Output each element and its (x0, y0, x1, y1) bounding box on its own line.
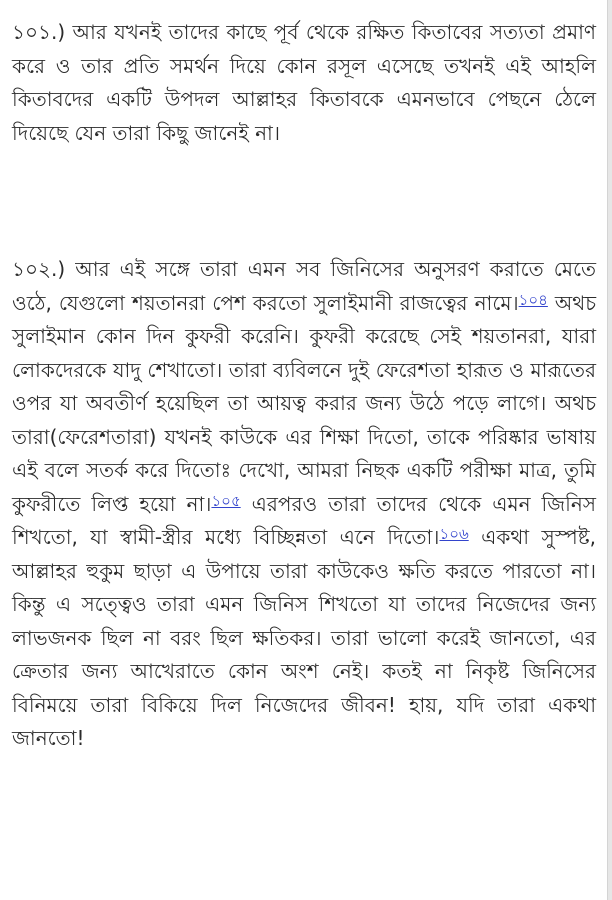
verse-102-text-part2: অথচ সুলাইমান কোন দিন কুফরী করেনি। কুফরী করেছে সেই শয়তানরা, যারা লোকদেরকে যাদু শেখাতো। তারা ব্যবিলনে দুই ফেরেশতা হারূত ও মারূতের ওপর যা অবতীর্ণ হয়েছিল তা আয়ত্ব করার জন্য উঠে পড়ে লাগে। অথচ তারা(ফেরেশতারা) যখনই কাউকে এর শিক্ষা দিতো, তাকে পরিষ্কার ভাষায় এই বলে সতর্ক করে দিতোঃ দেখো, আমরা নিছক একটি পরীক্ষা মাত্র, তুমি কুফরীতে লিপ্ত হয়ো না। (12, 290, 596, 516)
verse-paragraph-102 (12, 253, 596, 756)
verse-102-text-part4: একথা সুস্পষ্ট, আল্লাহর হুকুম ছাড়া এ উপায়ে তারা কাউকেও ক্ষতি করতে পারতো না। কিন্তু এ সত্ত্বেও তারা এমন জিনিস শিখতো যা তাদের নিজেদের জন্য লাভজনক ছিল না বরং ছিল ক্ষতিকর। তারা ভালো করেই জানতো, এর ক্রেতার জন্য আখেরাতে কোন অংশ নেই। কতই না নিকৃষ্ট জিনিসের বিনিময়ে তারা বিকিয়ে দিল নিজেদের জীবন! হায়, যদি তারা একথা জানতো! (12, 525, 596, 750)
verse-101-text: ১০১.) আর যখনই তাদের কাছে পূর্ব থেকে রক্ষিত কিতাবের সত্যতা প্রমাণ করে ও তার প্রতি সমর্থন দিয়ে কোন রসূল এসেছে তখনই এই আহলি কিতাবদের একটি উপদল আল্লাহর কিতাবকে এমনভাবে পেছনে ঠেলে দিয়েছে যেন তারা কিছু জানেই না। (12, 20, 596, 145)
verse-102-text-part3: এরপরও তারা তাদের থেকে এমন জিনিস শিখতো, যা স্বামী-স্ত্রীর মধ্যে বিচ্ছিন্নতা এনে দিতো। (12, 491, 596, 549)
footnote-link-104[interactable]: ১০৪ (518, 290, 548, 309)
footnote-link-106[interactable]: ১০৬ (439, 525, 469, 543)
footnote-link-105[interactable]: ১০৫ (211, 491, 241, 510)
verse-paragraph-101 (12, 16, 596, 150)
scrollbar-edge[interactable] (607, 0, 612, 900)
verse-102-text-part1: ১০২.) আর এই সঙ্গে তারা এমন সব জিনিসের অনুসরণ করাতে মেতে ওঠে, যেগুলো শয়তানরা পেশ করতো সুলাইমানী রাজত্বের নামে। (12, 257, 596, 315)
